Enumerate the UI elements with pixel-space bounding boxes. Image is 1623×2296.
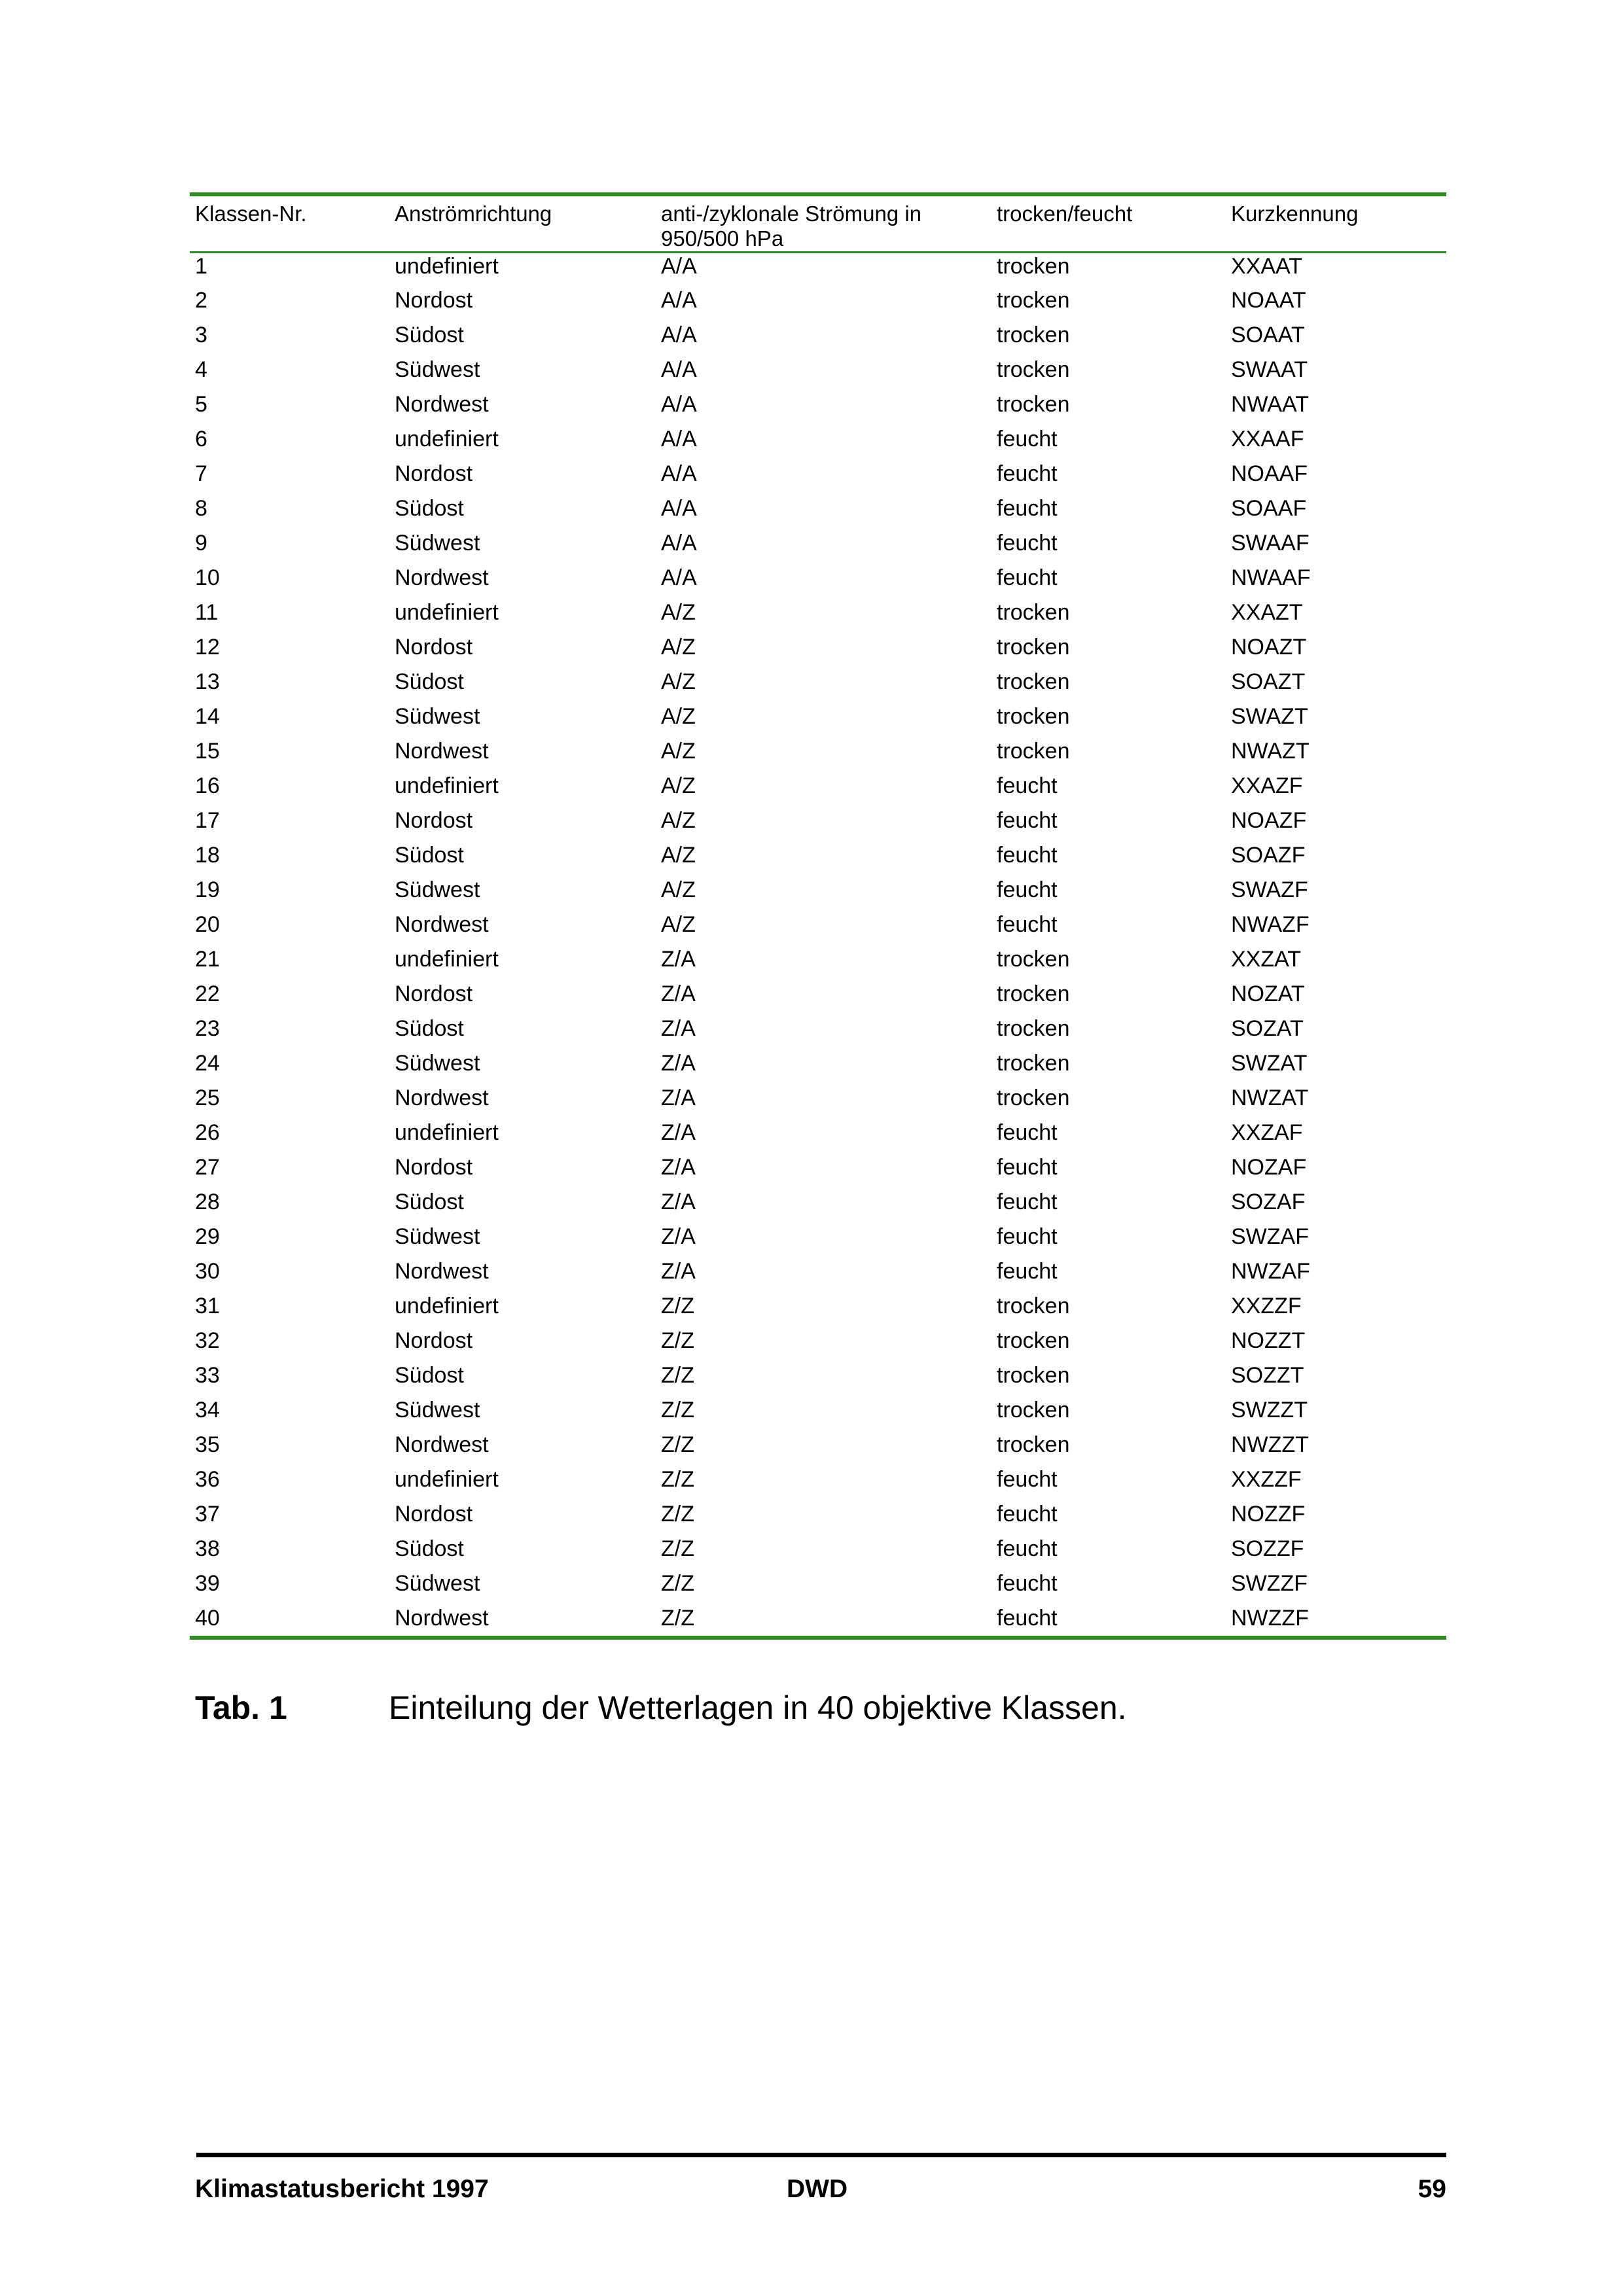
cell-short-code: SOZAF [1231, 1189, 1306, 1214]
table-row [190, 1466, 1446, 1501]
cell-inflow-direction: Nordost [395, 287, 473, 313]
cell-cyclonic-flow: Z/A [661, 946, 696, 972]
table-row [190, 461, 1446, 495]
cell-class-number: 2 [195, 287, 207, 313]
cell-dry-humid: feucht [997, 1189, 1058, 1214]
table-row [190, 565, 1446, 599]
cell-short-code: NWZZF [1231, 1605, 1309, 1631]
table-row [190, 738, 1446, 773]
header-class-number: Klassen-Nr. [195, 202, 307, 226]
cell-short-code: XXZAT [1231, 946, 1302, 972]
cell-dry-humid: trocken [997, 391, 1070, 417]
cell-short-code: SOZAT [1231, 1016, 1304, 1041]
cell-dry-humid: trocken [997, 1293, 1070, 1318]
cell-dry-humid: trocken [997, 287, 1070, 313]
cell-short-code: NOAZF [1231, 807, 1307, 833]
cell-dry-humid: feucht [997, 842, 1058, 868]
cell-class-number: 38 [195, 1536, 220, 1561]
cell-cyclonic-flow: Z/Z [661, 1605, 694, 1631]
table-row [190, 1154, 1446, 1189]
cell-cyclonic-flow: Z/A [661, 1016, 696, 1041]
cell-inflow-direction: Nordwest [395, 911, 489, 937]
header-cyclonic-flow: anti-/zyklonale Strömung in 950/500 hPa [661, 202, 922, 251]
cell-inflow-direction: Nordost [395, 634, 473, 660]
cell-short-code: SWAZT [1231, 703, 1308, 729]
cell-dry-humid: feucht [997, 1536, 1058, 1561]
cell-cyclonic-flow: A/A [661, 495, 697, 521]
cell-class-number: 29 [195, 1224, 220, 1249]
cell-cyclonic-flow: Z/A [661, 1050, 696, 1076]
cell-class-number: 20 [195, 911, 220, 937]
cell-dry-humid: feucht [997, 1466, 1058, 1492]
table-row [190, 703, 1446, 738]
cell-inflow-direction: undefiniert [395, 1293, 499, 1318]
cell-class-number: 12 [195, 634, 220, 660]
cell-inflow-direction: undefiniert [395, 254, 499, 279]
cell-short-code: NOZZT [1231, 1328, 1306, 1353]
footer-publication-title: Klimastatusbericht 1997 [195, 2175, 489, 2203]
table-row [190, 773, 1446, 807]
table-row [190, 287, 1446, 322]
cell-dry-humid: trocken [997, 1050, 1070, 1076]
cell-inflow-direction: Südwest [395, 1224, 480, 1249]
cell-inflow-direction: Nordwest [395, 565, 489, 590]
table-row [190, 1189, 1446, 1224]
cell-cyclonic-flow: Z/A [661, 1154, 696, 1180]
cell-cyclonic-flow: A/Z [661, 877, 696, 902]
cell-inflow-direction: undefiniert [395, 1120, 499, 1145]
cell-inflow-direction: Südwest [395, 530, 480, 556]
cell-short-code: NOAAF [1231, 461, 1308, 486]
table-row [190, 1536, 1446, 1570]
cell-short-code: SWZAT [1231, 1050, 1308, 1076]
cell-short-code: SWAAF [1231, 530, 1310, 556]
cell-inflow-direction: Nordwest [395, 1605, 489, 1631]
cell-dry-humid: trocken [997, 1328, 1070, 1353]
cell-inflow-direction: Nordost [395, 981, 473, 1006]
cell-short-code: SOZZF [1231, 1536, 1304, 1561]
cell-inflow-direction: Nordwest [395, 1258, 489, 1284]
cell-cyclonic-flow: Z/Z [661, 1397, 694, 1422]
cell-dry-humid: trocken [997, 1362, 1070, 1388]
cell-inflow-direction: Südwest [395, 1050, 480, 1076]
table-row [190, 1258, 1446, 1293]
cell-dry-humid: feucht [997, 1605, 1058, 1631]
cell-class-number: 4 [195, 357, 207, 382]
cell-dry-humid: feucht [997, 495, 1058, 521]
cell-class-number: 35 [195, 1432, 220, 1457]
header-inflow-direction: Anströmrichtung [395, 202, 552, 226]
cell-dry-humid: trocken [997, 322, 1070, 347]
cell-inflow-direction: Nordost [395, 1328, 473, 1353]
table-row [190, 1050, 1446, 1085]
cell-inflow-direction: Nordwest [395, 738, 489, 764]
cell-short-code: SWAZF [1231, 877, 1308, 902]
cell-cyclonic-flow: A/A [661, 357, 697, 382]
cell-cyclonic-flow: Z/Z [661, 1293, 694, 1318]
cell-cyclonic-flow: A/Z [661, 773, 696, 798]
cell-cyclonic-flow: Z/Z [661, 1432, 694, 1457]
cell-dry-humid: feucht [997, 773, 1058, 798]
cell-dry-humid: feucht [997, 461, 1058, 486]
table-row [190, 1362, 1446, 1397]
cell-class-number: 1 [195, 254, 207, 279]
cell-cyclonic-flow: A/Z [661, 669, 696, 694]
cell-inflow-direction: undefiniert [395, 426, 499, 451]
table-row [190, 669, 1446, 703]
cell-dry-humid: feucht [997, 1120, 1058, 1145]
cell-class-number: 26 [195, 1120, 220, 1145]
table-header [190, 194, 1446, 253]
cell-dry-humid: trocken [997, 254, 1070, 279]
cell-class-number: 13 [195, 669, 220, 694]
cell-short-code: NOAZT [1231, 634, 1307, 660]
cell-dry-humid: feucht [997, 1224, 1058, 1249]
cell-cyclonic-flow: A/A [661, 391, 697, 417]
cell-short-code: SOZZT [1231, 1362, 1304, 1388]
cell-short-code: NWAZF [1231, 911, 1310, 937]
cell-short-code: NOZAT [1231, 981, 1305, 1006]
cell-inflow-direction: undefiniert [395, 599, 499, 625]
table-row [190, 391, 1446, 426]
cell-inflow-direction: Südost [395, 842, 464, 868]
table-row [190, 634, 1446, 669]
cell-short-code: XXAZT [1231, 599, 1303, 625]
table-row [190, 946, 1446, 981]
table-row [190, 599, 1446, 634]
cell-inflow-direction: Südost [395, 322, 464, 347]
table-row [190, 1328, 1446, 1362]
cell-short-code: SWZZT [1231, 1397, 1308, 1422]
cell-cyclonic-flow: A/Z [661, 599, 696, 625]
cell-dry-humid: feucht [997, 565, 1058, 590]
cell-class-number: 8 [195, 495, 207, 521]
cell-short-code: SOAZT [1231, 669, 1306, 694]
cell-class-number: 36 [195, 1466, 220, 1492]
cell-dry-humid: trocken [997, 599, 1070, 625]
cell-class-number: 25 [195, 1085, 220, 1110]
cell-inflow-direction: Nordost [395, 1501, 473, 1527]
cell-dry-humid: trocken [997, 1432, 1070, 1457]
cell-short-code: NOZZF [1231, 1501, 1306, 1527]
cell-short-code: NWAZT [1231, 738, 1310, 764]
cell-inflow-direction: Südwest [395, 357, 480, 382]
caption-text: Einteilung der Wetterlagen in 40 objektive Klassen. [389, 1689, 1127, 1726]
table-row [190, 877, 1446, 911]
cell-cyclonic-flow: Z/Z [661, 1328, 694, 1353]
cell-cyclonic-flow: A/A [661, 461, 697, 486]
cell-class-number: 10 [195, 565, 220, 590]
cell-cyclonic-flow: Z/A [661, 981, 696, 1006]
table-row [190, 253, 1446, 287]
footer-rule [196, 2153, 1446, 2157]
cell-dry-humid: feucht [997, 877, 1058, 902]
table-row [190, 1605, 1446, 1638]
cell-class-number: 16 [195, 773, 220, 798]
cell-cyclonic-flow: A/Z [661, 911, 696, 937]
cell-class-number: 30 [195, 1258, 220, 1284]
cell-dry-humid: trocken [997, 1397, 1070, 1422]
cell-cyclonic-flow: Z/Z [661, 1570, 694, 1596]
cell-inflow-direction: Südost [395, 1016, 464, 1041]
cell-short-code: XXAAT [1231, 254, 1302, 279]
cell-cyclonic-flow: A/Z [661, 703, 696, 729]
cell-short-code: SWZZF [1231, 1570, 1308, 1596]
cell-cyclonic-flow: A/A [661, 287, 697, 313]
cell-dry-humid: trocken [997, 357, 1070, 382]
cell-class-number: 18 [195, 842, 220, 868]
cell-inflow-direction: Südost [395, 1189, 464, 1214]
cell-cyclonic-flow: Z/Z [661, 1536, 694, 1561]
cell-cyclonic-flow: Z/Z [661, 1466, 694, 1492]
table-row [190, 981, 1446, 1016]
table-header-row [190, 194, 1446, 253]
cell-class-number: 39 [195, 1570, 220, 1596]
cell-inflow-direction: Nordwest [395, 1432, 489, 1457]
cell-class-number: 22 [195, 981, 220, 1006]
cell-class-number: 14 [195, 703, 220, 729]
cell-cyclonic-flow: Z/A [661, 1258, 696, 1284]
table-row [190, 1570, 1446, 1605]
cell-inflow-direction: Nordost [395, 807, 473, 833]
cell-cyclonic-flow: A/A [661, 565, 697, 590]
cell-inflow-direction: undefiniert [395, 946, 499, 972]
table-row [190, 807, 1446, 842]
cell-short-code: SWZAF [1231, 1224, 1309, 1249]
cell-dry-humid: trocken [997, 981, 1070, 1006]
cell-inflow-direction: Südwest [395, 1570, 480, 1596]
cell-cyclonic-flow: A/A [661, 530, 697, 556]
cell-cyclonic-flow: Z/A [661, 1120, 696, 1145]
cell-dry-humid: feucht [997, 1154, 1058, 1180]
cell-short-code: XXZZF [1231, 1293, 1302, 1318]
cell-dry-humid: feucht [997, 1570, 1058, 1596]
cell-inflow-direction: undefiniert [395, 773, 499, 798]
cell-cyclonic-flow: A/Z [661, 634, 696, 660]
cell-inflow-direction: undefiniert [395, 1466, 499, 1492]
cell-inflow-direction: Südwest [395, 1397, 480, 1422]
table-row [190, 1432, 1446, 1466]
cell-short-code: XXAZF [1231, 773, 1303, 798]
cell-inflow-direction: Südost [395, 495, 464, 521]
cell-inflow-direction: Nordost [395, 1154, 473, 1180]
cell-class-number: 40 [195, 1605, 220, 1631]
cell-short-code: NWZZT [1231, 1432, 1309, 1457]
cell-inflow-direction: Südost [395, 669, 464, 694]
table-row [190, 1016, 1446, 1050]
cell-inflow-direction: Südost [395, 1536, 464, 1561]
cell-class-number: 33 [195, 1362, 220, 1388]
cell-class-number: 17 [195, 807, 220, 833]
table-row [190, 1120, 1446, 1154]
cell-dry-humid: feucht [997, 1258, 1058, 1284]
cell-class-number: 31 [195, 1293, 220, 1318]
cell-class-number: 28 [195, 1189, 220, 1214]
cell-dry-humid: trocken [997, 703, 1070, 729]
cell-inflow-direction: Südwest [395, 703, 480, 729]
table-row [190, 322, 1446, 357]
cell-class-number: 37 [195, 1501, 220, 1527]
cell-inflow-direction: Südost [395, 1362, 464, 1388]
cell-inflow-direction: Nordwest [395, 1085, 489, 1110]
cell-dry-humid: feucht [997, 807, 1058, 833]
table-row [190, 495, 1446, 530]
cell-short-code: XXZAF [1231, 1120, 1303, 1145]
cell-short-code: NWAAT [1231, 391, 1309, 417]
cell-class-number: 24 [195, 1050, 220, 1076]
cell-dry-humid: feucht [997, 1501, 1058, 1527]
table-row [190, 842, 1446, 877]
cell-dry-humid: trocken [997, 1016, 1070, 1041]
cell-cyclonic-flow: Z/A [661, 1085, 696, 1110]
cell-class-number: 7 [195, 461, 207, 486]
cell-class-number: 3 [195, 322, 207, 347]
cell-cyclonic-flow: A/Z [661, 807, 696, 833]
cell-dry-humid: trocken [997, 669, 1070, 694]
table-row [190, 357, 1446, 391]
cell-short-code: NWZAT [1231, 1085, 1309, 1110]
cell-class-number: 5 [195, 391, 207, 417]
cell-cyclonic-flow: Z/A [661, 1224, 696, 1249]
cell-cyclonic-flow: A/A [661, 322, 697, 347]
cell-dry-humid: trocken [997, 634, 1070, 660]
table-row [190, 1501, 1446, 1536]
cell-short-code: SOAZF [1231, 842, 1306, 868]
cell-class-number: 34 [195, 1397, 220, 1422]
cell-class-number: 32 [195, 1328, 220, 1353]
table-row [190, 1397, 1446, 1432]
cell-cyclonic-flow: Z/Z [661, 1362, 694, 1388]
table-row [190, 1293, 1446, 1328]
table-row [190, 911, 1446, 946]
header-short-code: Kurzkennung [1231, 202, 1359, 226]
cell-inflow-direction: Nordwest [395, 391, 489, 417]
cell-cyclonic-flow: Z/A [661, 1189, 696, 1214]
caption-label: Tab. 1 [195, 1689, 287, 1726]
footer-publisher: DWD [787, 2175, 848, 2203]
table-row [190, 1224, 1446, 1258]
page-footer [195, 2174, 1446, 2206]
footer-page-number: 59 [1418, 2175, 1446, 2203]
cell-class-number: 6 [195, 426, 207, 451]
cell-short-code: NOZAF [1231, 1154, 1307, 1180]
table-body [190, 253, 1446, 1638]
header-dry-humid: trocken/feucht [997, 202, 1133, 226]
cell-short-code: NWZAF [1231, 1258, 1310, 1284]
cell-dry-humid: feucht [997, 530, 1058, 556]
cell-short-code: XXZZF [1231, 1466, 1302, 1492]
cell-class-number: 21 [195, 946, 220, 972]
cell-short-code: NWAAF [1231, 565, 1311, 590]
cell-short-code: SOAAF [1231, 495, 1307, 521]
cell-class-number: 15 [195, 738, 220, 764]
cell-cyclonic-flow: A/Z [661, 738, 696, 764]
cell-dry-humid: feucht [997, 426, 1058, 451]
cell-dry-humid: trocken [997, 738, 1070, 764]
cell-dry-humid: feucht [997, 911, 1058, 937]
cell-short-code: SWAAT [1231, 357, 1308, 382]
cell-cyclonic-flow: A/A [661, 254, 697, 279]
cell-class-number: 9 [195, 530, 207, 556]
cell-cyclonic-flow: Z/Z [661, 1501, 694, 1527]
cell-class-number: 11 [195, 599, 219, 625]
cell-cyclonic-flow: A/A [661, 426, 697, 451]
cell-dry-humid: trocken [997, 946, 1070, 972]
cell-class-number: 19 [195, 877, 220, 902]
weather-classes-table [190, 192, 1446, 1640]
table-row [190, 530, 1446, 565]
table-row [190, 426, 1446, 461]
cell-inflow-direction: Südwest [395, 877, 480, 902]
cell-class-number: 23 [195, 1016, 220, 1041]
cell-cyclonic-flow: A/Z [661, 842, 696, 868]
cell-dry-humid: trocken [997, 1085, 1070, 1110]
table-row [190, 1085, 1446, 1120]
cell-inflow-direction: Nordost [395, 461, 473, 486]
cell-short-code: SOAAT [1231, 322, 1305, 347]
cell-class-number: 27 [195, 1154, 220, 1180]
cell-short-code: NOAAT [1231, 287, 1306, 313]
cell-short-code: XXAAF [1231, 426, 1304, 451]
